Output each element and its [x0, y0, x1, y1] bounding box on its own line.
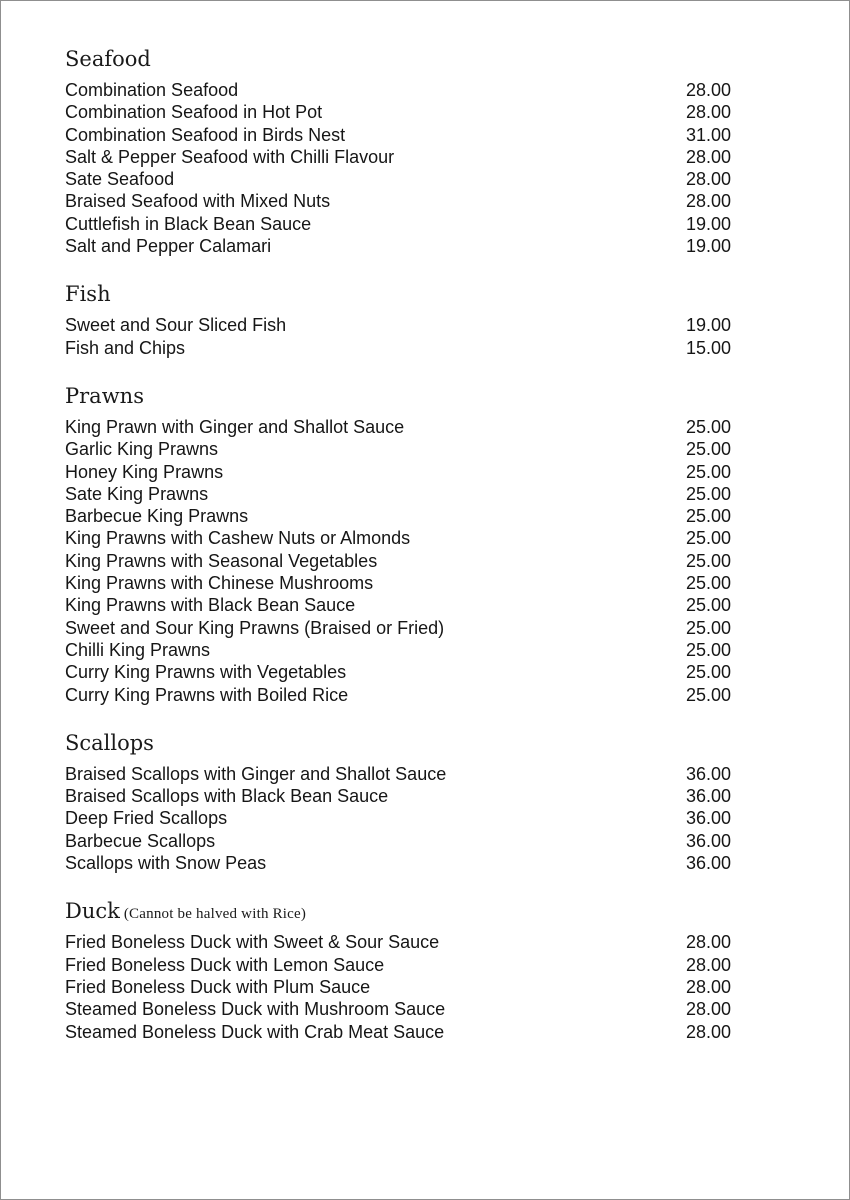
menu-item-price: 28.00: [685, 932, 731, 953]
menu-item-name: King Prawn with Ginger and Shallot Sauce: [65, 416, 405, 437]
section-title: Scallops: [65, 730, 154, 755]
menu-item: [65, 550, 755, 572]
menu-item-name: Sate Seafood: [65, 169, 175, 190]
menu-item-name: Chilli King Prawns: [65, 639, 211, 660]
menu-item-name: King Prawns with Cashew Nuts or Almonds: [65, 528, 411, 549]
menu-item-price: 28.00: [685, 1021, 731, 1042]
section-title: Fish: [65, 282, 111, 307]
menu-item-price: 25.00: [685, 528, 731, 549]
menu-item-price: 36.00: [685, 853, 731, 874]
menu-item-price: 25.00: [685, 617, 731, 638]
menu-item-name: King Prawns with Chinese Mushrooms: [65, 573, 374, 594]
menu-item: [65, 527, 755, 549]
menu-item: [65, 483, 755, 505]
menu-item-price: 28.00: [685, 169, 731, 190]
menu-item: [65, 931, 755, 953]
menu-item: [65, 830, 755, 852]
section-title: Seafood: [65, 47, 151, 71]
menu-item-name: King Prawns with Black Bean Sauce: [65, 595, 356, 616]
menu-section-fish: [65, 279, 755, 359]
menu-item-price: 25.00: [685, 483, 731, 504]
menu-item: [65, 594, 755, 616]
menu-section-scallops: [65, 728, 755, 874]
section-heading: [65, 896, 755, 926]
section-title: Prawns: [65, 383, 144, 408]
menu-item-price: 36.00: [685, 763, 731, 784]
menu-item-name: Sweet and Sour King Prawns (Braised or Fried): [65, 617, 445, 638]
menu-item: [65, 617, 755, 639]
menu-item-price: 25.00: [685, 461, 731, 482]
menu-item: [65, 639, 755, 661]
menu-item-name: Fried Boneless Duck with Sweet & Sour Sauce: [65, 932, 440, 953]
menu-item-name: Garlic King Prawns: [65, 439, 219, 460]
menu-item-name: Barbecue Scallops: [65, 830, 216, 851]
menu-item-name: Cuttlefish in Black Bean Sauce: [65, 213, 312, 234]
menu-item: [65, 807, 755, 829]
menu-item: [65, 763, 755, 785]
menu-item: [65, 785, 755, 807]
menu-item: [65, 661, 755, 683]
menu-item: [65, 416, 755, 438]
menu-item-price: 28.00: [685, 146, 731, 167]
menu-item-price: 15.00: [685, 337, 731, 358]
menu-item-name: Honey King Prawns: [65, 461, 224, 482]
section-heading: [65, 44, 755, 74]
menu-item-price: 25.00: [685, 573, 731, 594]
section-heading: [65, 381, 755, 411]
menu-item-price: 25.00: [685, 595, 731, 616]
menu-item: [65, 146, 755, 168]
menu-item-name: Fish and Chips: [65, 337, 186, 358]
menu-item: [65, 168, 755, 190]
menu-item-price: 25.00: [685, 439, 731, 460]
menu-item-price: 36.00: [685, 808, 731, 829]
menu-item: [65, 852, 755, 874]
menu-item-price: 28.00: [685, 954, 731, 975]
menu-item-name: Curry King Prawns with Vegetables: [65, 662, 347, 683]
menu-item-name: Steamed Boneless Duck with Mushroom Sauce: [65, 999, 446, 1020]
menu-item-name: Barbecue King Prawns: [65, 506, 249, 527]
menu-item-price: 28.00: [685, 999, 731, 1020]
menu-item: [65, 976, 755, 998]
menu-content: [65, 44, 755, 1043]
menu-item-name: Combination Seafood in Hot Pot: [65, 102, 323, 123]
menu-item-name: Sate King Prawns: [65, 483, 209, 504]
section-note: (Cannot be halved with Rice): [123, 906, 307, 923]
menu-section-seafood: [65, 44, 755, 257]
section-heading: [65, 728, 755, 758]
menu-item-price: 25.00: [685, 506, 731, 527]
menu-item: [65, 505, 755, 527]
menu-item-name: Combination Seafood: [65, 80, 239, 100]
menu-section-prawns: [65, 381, 755, 706]
menu-item-price: 19.00: [685, 236, 731, 257]
section-heading: [65, 279, 755, 309]
menu-item-price: 25.00: [685, 639, 731, 660]
menu-item-name: Deep Fried Scallops: [65, 808, 228, 829]
menu-item-price: 28.00: [685, 80, 731, 100]
menu-item: [65, 1021, 755, 1043]
menu-item-price: 25.00: [685, 662, 731, 683]
menu-item-name: Braised Scallops with Black Bean Sauce: [65, 786, 389, 807]
menu-item-name: Braised Seafood with Mixed Nuts: [65, 191, 331, 212]
menu-item: [65, 337, 755, 359]
menu-item-price: 25.00: [685, 550, 731, 571]
menu-item-price: 28.00: [685, 976, 731, 997]
menu-item: [65, 101, 755, 123]
menu-item: [65, 461, 755, 483]
menu-item-price: 36.00: [685, 786, 731, 807]
menu-item: [65, 572, 755, 594]
menu-item-name: King Prawns with Seasonal Vegetables: [65, 550, 378, 571]
menu-item: [65, 954, 755, 976]
menu-item: [65, 314, 755, 336]
menu-item-price: 36.00: [685, 830, 731, 851]
menu-item-price: 28.00: [685, 191, 731, 212]
menu-item: [65, 190, 755, 212]
menu-item-price: 28.00: [685, 102, 731, 123]
menu-item-name: Scallops with Snow Peas: [65, 853, 267, 874]
menu-section-duck: [65, 896, 755, 1042]
menu-item: [65, 438, 755, 460]
menu-item: [65, 79, 755, 101]
menu-item-name: Fried Boneless Duck with Lemon Sauce: [65, 954, 385, 975]
menu-item-price: 31.00: [685, 124, 731, 145]
menu-item-name: Steamed Boneless Duck with Crab Meat Sauce: [65, 1021, 445, 1042]
menu-item: [65, 124, 755, 146]
menu-item-price: 25.00: [685, 416, 731, 437]
menu-item-name: Sweet and Sour Sliced Fish: [65, 315, 287, 336]
menu-item: [65, 684, 755, 706]
menu-item-price: 19.00: [685, 315, 731, 336]
section-title: Duck: [65, 899, 120, 924]
menu-item-name: Salt & Pepper Seafood with Chilli Flavour: [65, 146, 395, 167]
menu-item: [65, 235, 755, 257]
menu-item-name: Curry King Prawns with Boiled Rice: [65, 684, 349, 705]
menu-item-name: Salt and Pepper Calamari: [65, 236, 272, 257]
menu-item-name: Fried Boneless Duck with Plum Sauce: [65, 976, 371, 997]
menu-item-price: 19.00: [685, 213, 731, 234]
menu-item-name: Braised Scallops with Ginger and Shallot Sauce: [65, 763, 447, 784]
menu-item-name: Combination Seafood in Birds Nest: [65, 124, 346, 145]
menu-item-price: 25.00: [685, 684, 731, 705]
menu-item: [65, 998, 755, 1020]
menu-item: [65, 213, 755, 235]
